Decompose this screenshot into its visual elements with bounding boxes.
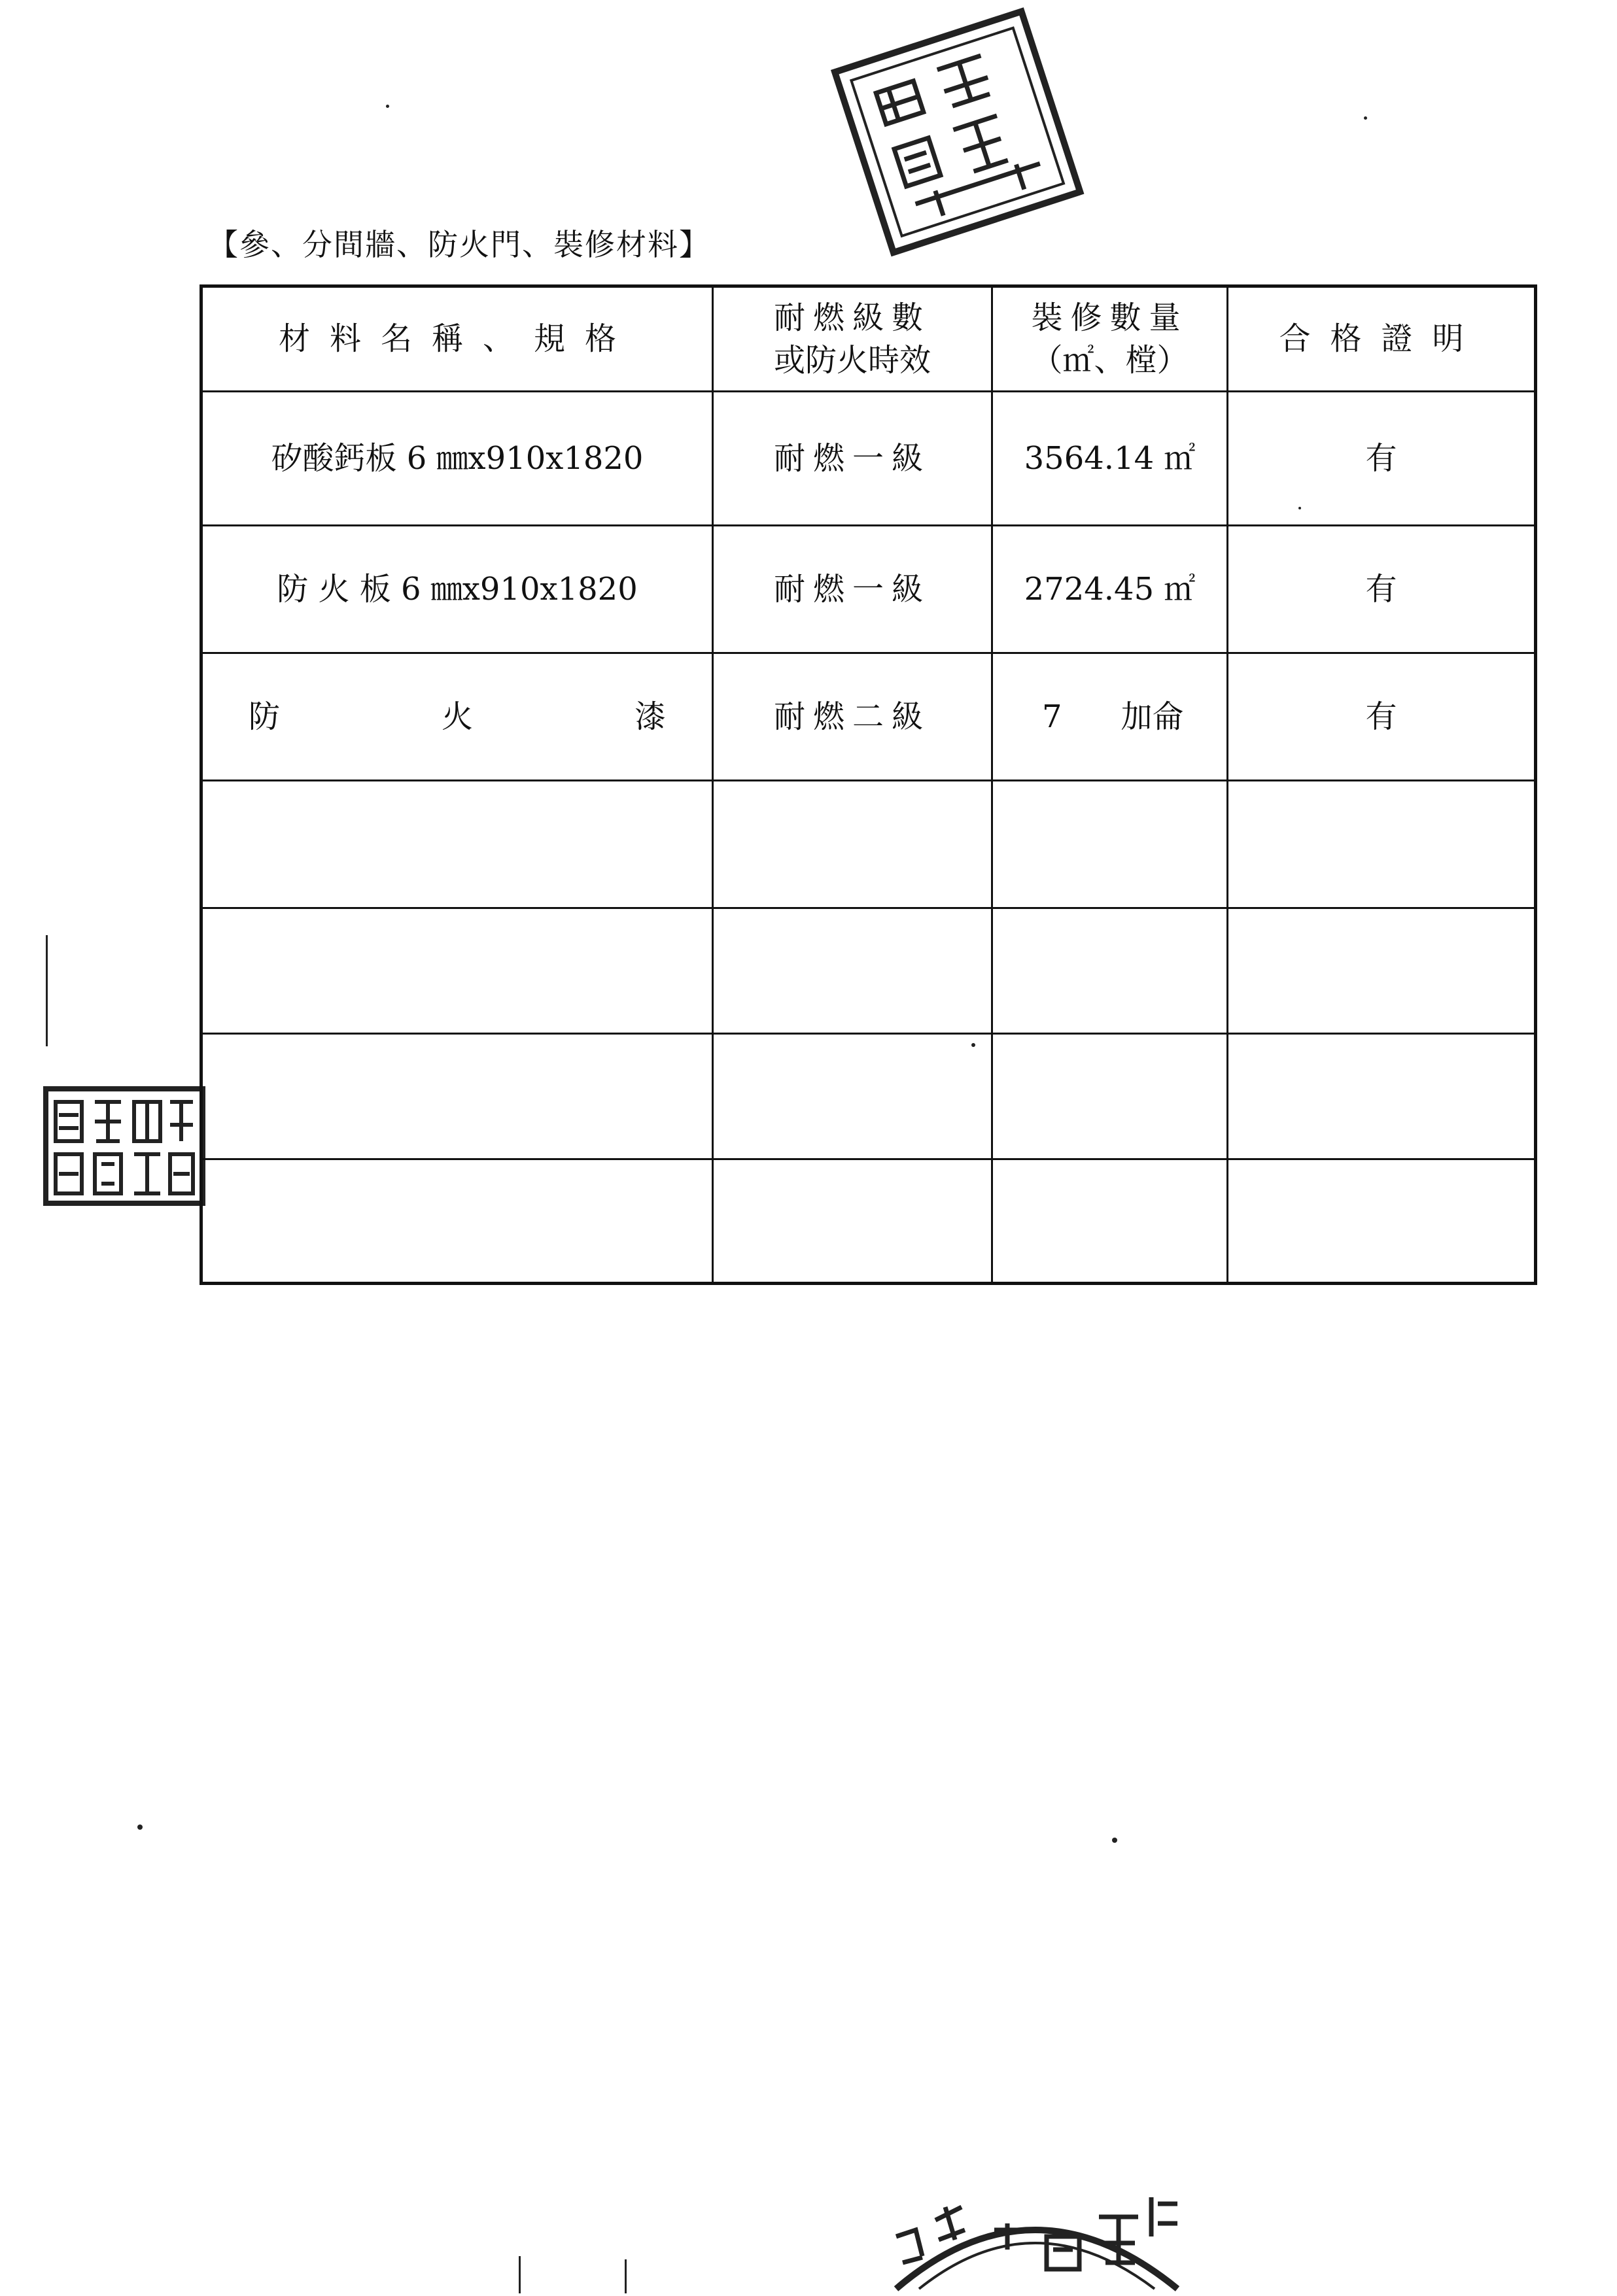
scan-speck xyxy=(971,1043,975,1047)
material-char: 火 xyxy=(441,698,473,735)
empty-cell xyxy=(991,1160,1226,1282)
stamp-bottom xyxy=(883,2158,1191,2293)
scan-speck xyxy=(1298,507,1301,509)
empty-cell xyxy=(1226,1035,1534,1158)
empty-cell xyxy=(203,909,712,1033)
header-quantity xyxy=(991,288,1226,390)
scan-edge-mark xyxy=(519,2256,521,2293)
stamp-top xyxy=(818,0,1105,275)
empty-cell xyxy=(991,781,1226,907)
empty-cell xyxy=(203,781,712,907)
empty-cell xyxy=(1226,909,1534,1033)
cell-quantity: 3564.14 ㎡ xyxy=(991,392,1226,524)
header-qty-line1: 裝修數量 xyxy=(1031,299,1189,336)
cell-material: 防 火 板 6 ㎜x910x1820 xyxy=(277,570,638,608)
cell-quantity xyxy=(991,654,1226,780)
table-row xyxy=(203,524,1534,652)
table-header-row xyxy=(203,288,1534,390)
cell-material xyxy=(203,654,712,780)
quantity-unit: 加侖 xyxy=(1121,698,1184,735)
empty-cell xyxy=(991,1035,1226,1158)
cell-cert: 有 xyxy=(1226,392,1534,524)
scan-speck xyxy=(137,1825,143,1830)
empty-cell xyxy=(991,909,1226,1033)
table-row xyxy=(203,390,1534,524)
empty-cell xyxy=(712,781,991,907)
scan-edge-mark xyxy=(625,2259,627,2293)
material-char: 漆 xyxy=(634,698,666,735)
stamp-left xyxy=(43,1086,209,1210)
header-qty-line2: （㎡、樘） xyxy=(1031,341,1189,379)
cell-quantity: 2724.45 ㎡ xyxy=(991,526,1226,652)
scan-speck xyxy=(1112,1838,1117,1843)
empty-cell xyxy=(1226,781,1534,907)
cell-grade: 耐燃一級 xyxy=(712,526,991,652)
materials-table xyxy=(200,284,1537,1285)
quantity-number: 7 xyxy=(1042,698,1062,735)
empty-cell xyxy=(712,1035,991,1158)
scan-edge-mark xyxy=(46,935,48,1046)
table-row-empty xyxy=(203,1158,1534,1282)
table-row-empty xyxy=(203,780,1534,907)
empty-cell xyxy=(203,1160,712,1282)
cell-grade: 耐燃一級 xyxy=(712,392,991,524)
header-material: 材料名稱、規格 xyxy=(278,320,636,358)
scan-speck xyxy=(386,105,389,108)
cell-cert: 有 xyxy=(1226,654,1534,780)
section-title: 【參、分間牆、防火門、裝修材料】 xyxy=(208,227,710,262)
table-row xyxy=(203,652,1534,780)
cell-grade: 耐燃二級 xyxy=(712,654,991,780)
table-row-empty xyxy=(203,907,1534,1033)
cell-material: 矽酸鈣板 6 ㎜x910x1820 xyxy=(271,439,644,477)
header-cert: 合格證明 xyxy=(1226,288,1534,390)
material-char: 防 xyxy=(249,698,281,735)
header-grade-line2: 或防火時效 xyxy=(773,341,931,379)
empty-cell xyxy=(1226,1160,1534,1282)
scan-speck xyxy=(1364,116,1367,120)
table-row-empty xyxy=(203,1033,1534,1158)
header-grade-line1: 耐燃級數 xyxy=(773,299,931,336)
cell-cert: 有 xyxy=(1226,526,1534,652)
empty-cell xyxy=(203,1035,712,1158)
empty-cell xyxy=(712,909,991,1033)
empty-cell xyxy=(712,1160,991,1282)
header-grade xyxy=(712,288,991,390)
